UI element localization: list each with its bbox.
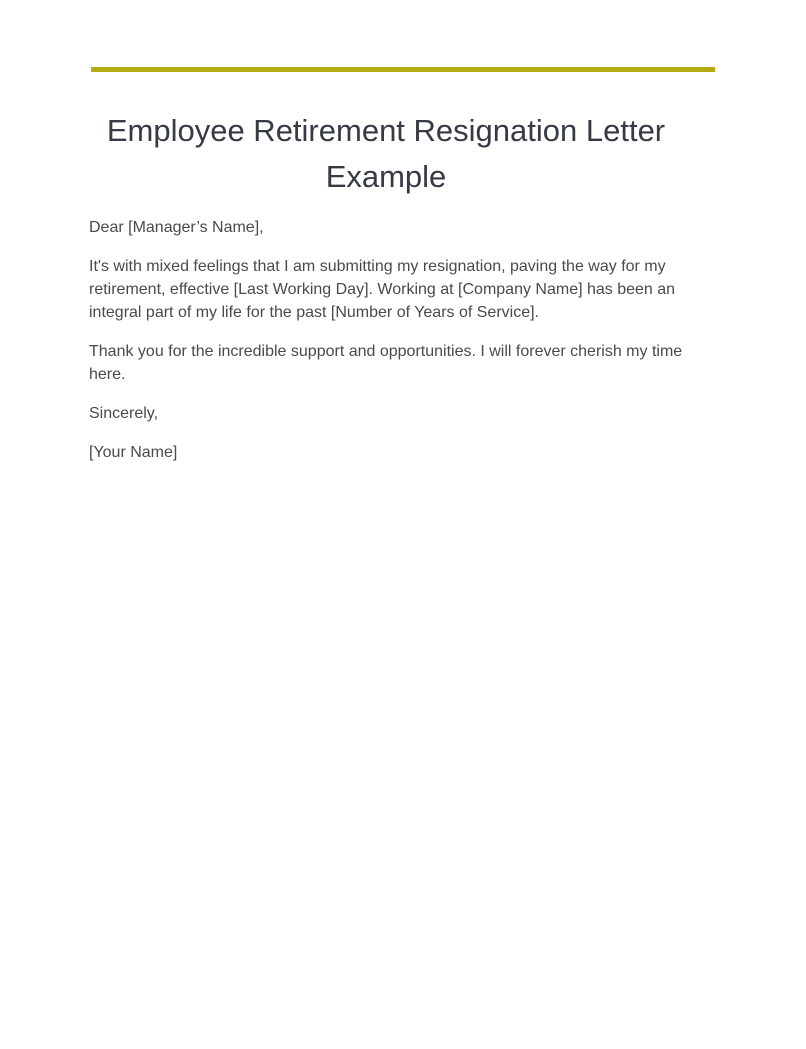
- signature: [Your Name]: [89, 444, 178, 461]
- salutation: Dear [Manager’s Name],: [89, 219, 264, 236]
- document-title: Employee Retirement Resignation Letter Example: [106, 113, 666, 194]
- accent-divider: [91, 67, 715, 72]
- paragraph-resignation: It's with mixed feelings that I am submitting my resignation, paving the way for my retirement, effective [Last Working Day]. Working at [Company Name] has been an integral part of my life for the past [Number of Years of Service].: [89, 258, 676, 321]
- closing: Sincerely,: [89, 405, 159, 422]
- letter-body: [89, 216, 699, 480]
- paragraph-thanks: Thank you for the incredible support and opportunities. I will forever cherish my time here.: [89, 343, 683, 383]
